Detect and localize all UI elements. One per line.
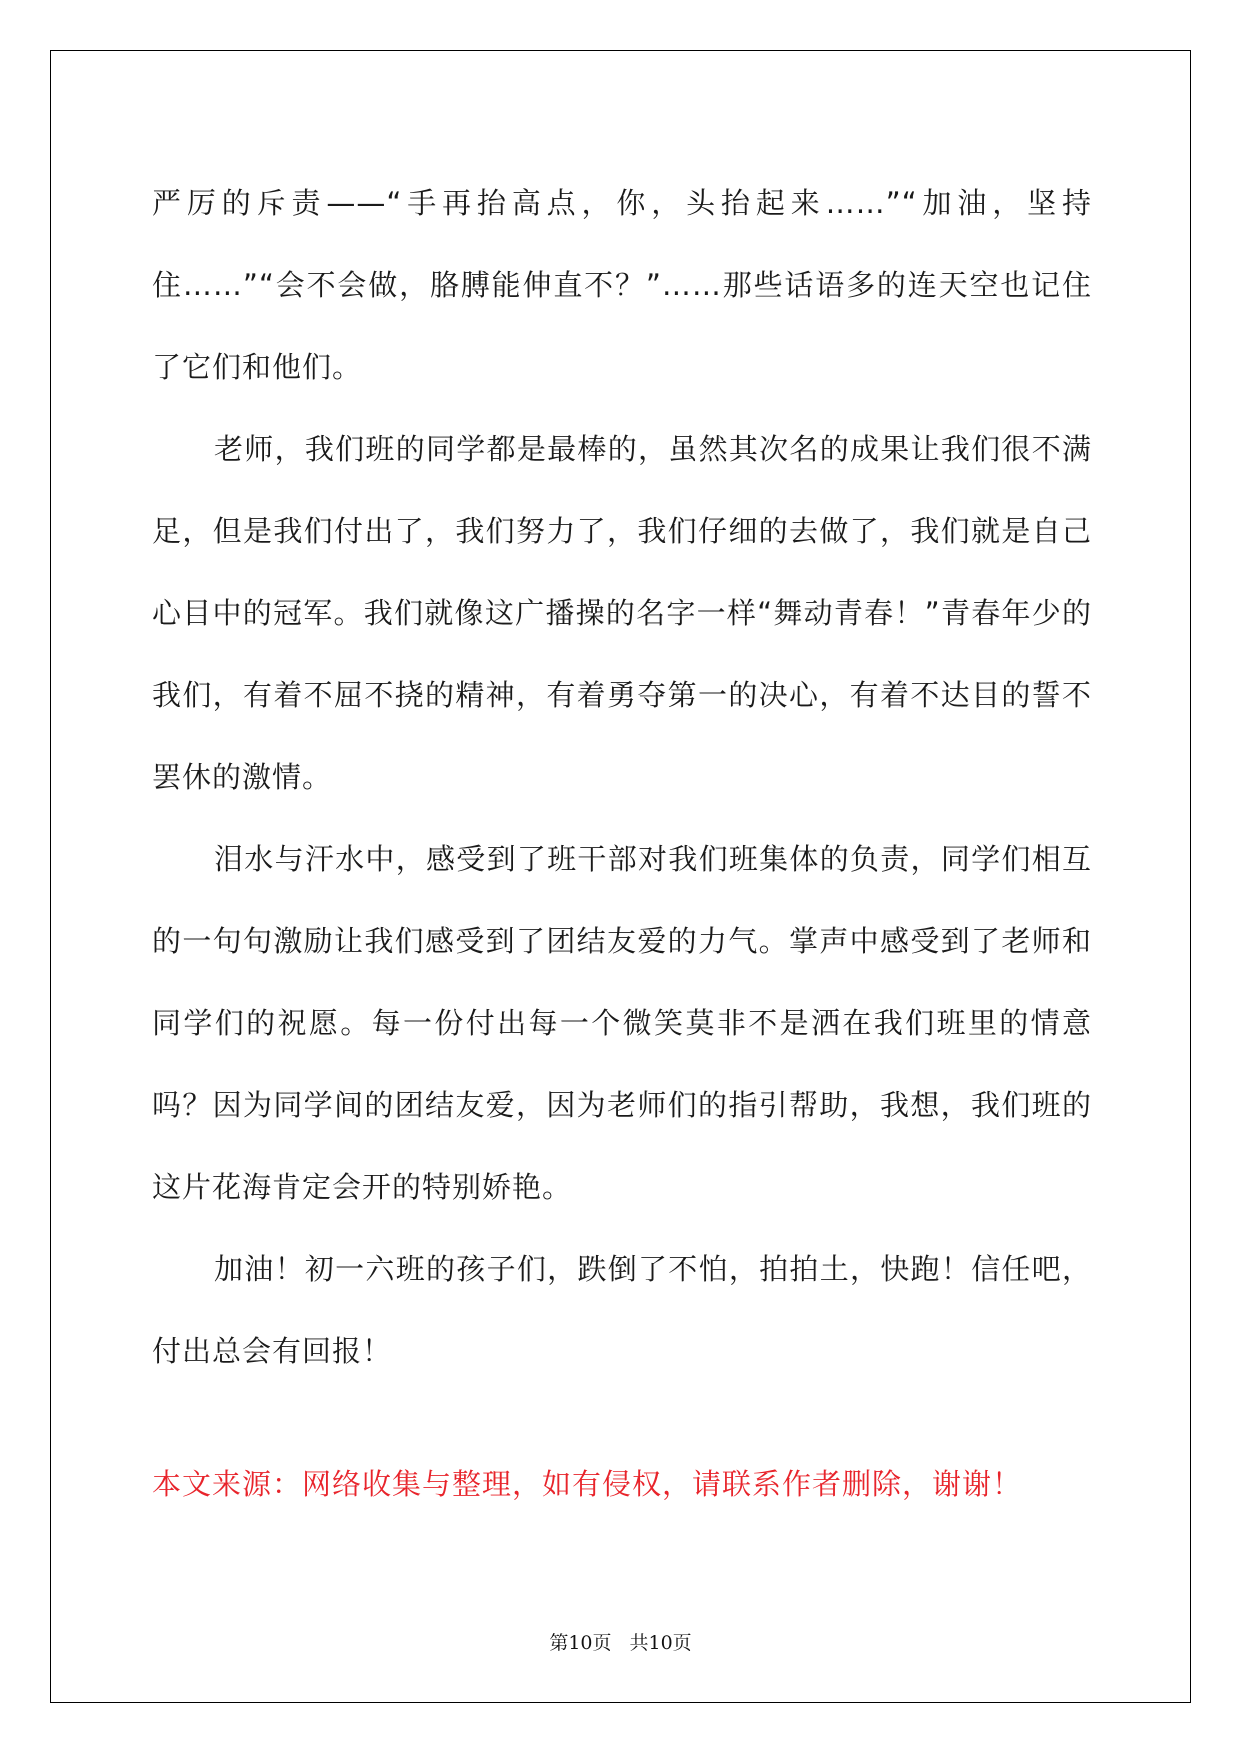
- page-total: 共10页: [629, 1632, 692, 1654]
- page-number: 第10页: [549, 1632, 612, 1654]
- paragraph-4: 加油！初一六班的孩子们，跌倒了不怕，拍拍土，快跑！信任吧，付出总会有回报！: [152, 1252, 1092, 1368]
- document-body: [152, 162, 1092, 1392]
- page-footer: [0, 1628, 1241, 1655]
- paragraph-3: 泪水与汗水中，感受到了班干部对我们班集体的负责，同学们相互的一句句激励让我们感受到了团结友爱的力气。掌声中感受到了老师和同学们的祝愿。每一份付出每一个微笑莫非不是洒在我们班里的情意吗？因为同学间的团结友爱，因为老师们的指引帮助，我想，我们班的这片花海肯定会开的特别娇艳。: [152, 842, 1092, 1204]
- paragraph-2: 老师，我们班的同学都是最棒的，虽然其次名的成果让我们很不满足，但是我们付出了，我们努力了，我们仔细的去做了，我们就是自己心目中的冠军。我们就像这广播操的名字一样“舞动青春！”青春年少的我们，有着不屈不挠的精神，有着勇夺第一的决心，有着不达目的誓不罢休的激情。: [152, 432, 1092, 794]
- source-note: 本文来源：网络收集与整理，如有侵权，请联系作者删除，谢谢！: [152, 1467, 1023, 1501]
- paragraph-1: 严厉的斥责——“手再抬高点，你，头抬起来……”“加油，坚持住……”“会不会做，胳膊能伸直不？”……那些话语多的连天空也记住了它们和他们。: [152, 186, 1092, 384]
